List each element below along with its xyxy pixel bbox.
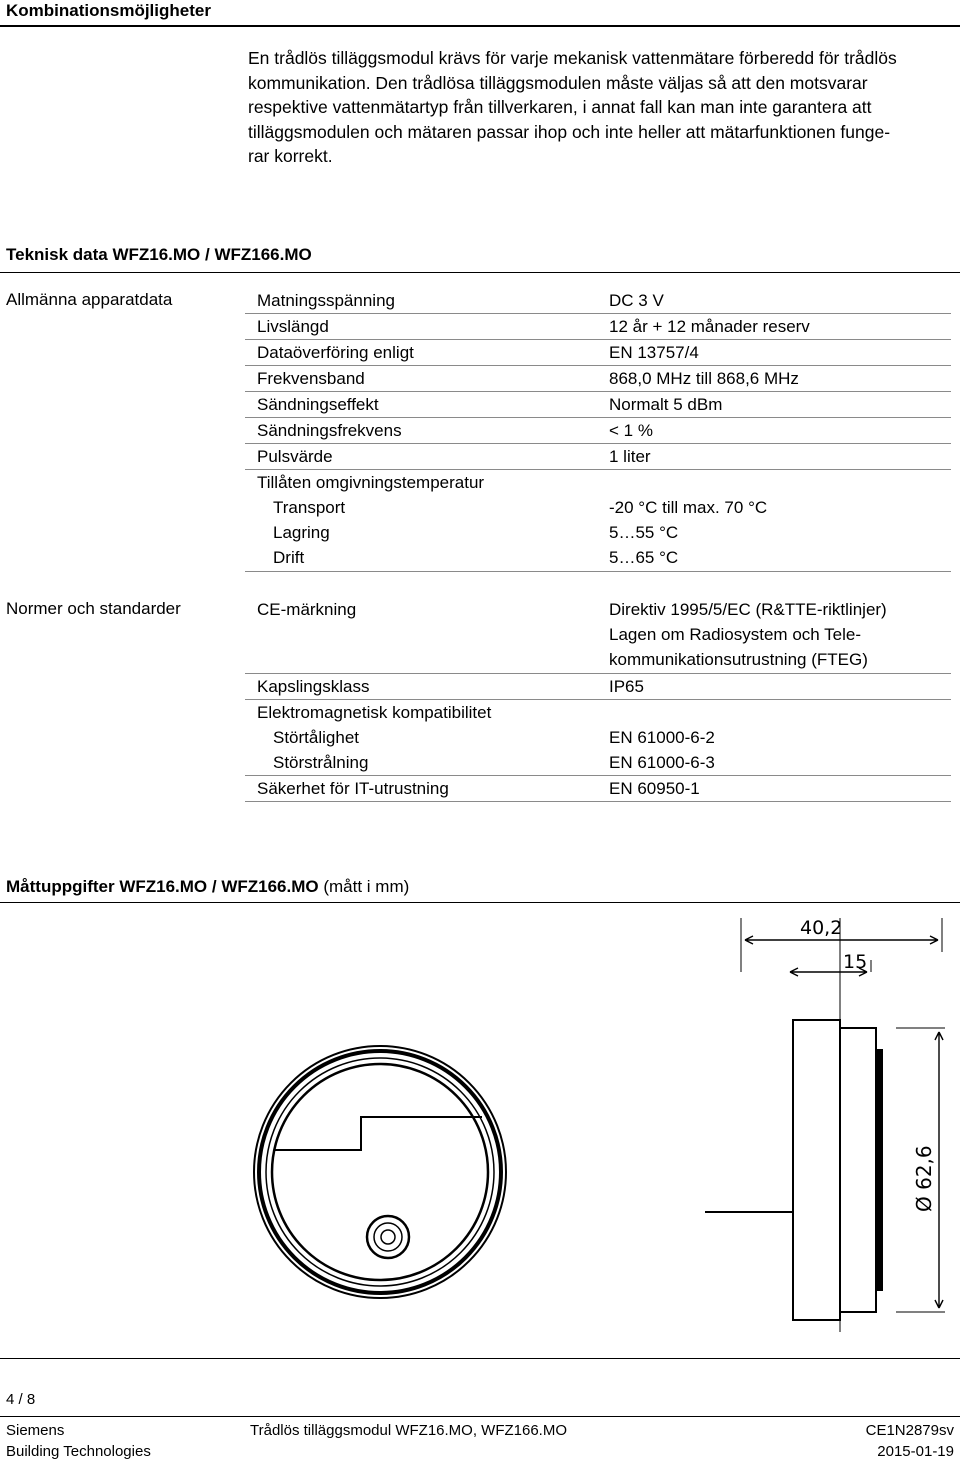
table-row <box>245 674 951 700</box>
param-name: Elektromagnetisk kompatibilitet <box>257 703 492 722</box>
param-name: Livslängd <box>257 317 329 336</box>
intro-paragraph <box>248 46 948 169</box>
header-divider <box>0 25 960 27</box>
dimensions-divider <box>0 902 960 903</box>
param-value: < 1 % <box>609 421 653 440</box>
param-subname: Drift <box>273 548 305 567</box>
connector-pin <box>381 1230 395 1244</box>
face-split-line <box>274 1117 482 1150</box>
dim-label-diameter: Ø 62,6 <box>912 1145 936 1212</box>
footer-divider <box>0 1416 960 1417</box>
param-value: Lagen om Radiosystem och Tele- <box>609 625 861 644</box>
param-value: EN 60950-1 <box>609 779 700 798</box>
param-value: 868,0 MHz till 868,6 MHz <box>609 369 799 388</box>
page-number: 4 / 8 <box>6 1391 36 1408</box>
table-row <box>245 288 951 314</box>
param-name: Kapslingsklass <box>257 677 370 696</box>
table-row <box>245 418 951 444</box>
param-value: 1 liter <box>609 447 651 466</box>
table-row-temperature <box>245 470 951 572</box>
table-row <box>245 366 951 392</box>
table-row <box>245 340 951 366</box>
param-value: EN 13757/4 <box>609 343 699 362</box>
param-value: 5…55 °C <box>609 523 679 542</box>
intro-line: tilläggsmodulen och mätaren passar ihop och inte heller att mätarfunktionen funge- <box>248 121 891 142</box>
param-value: kommunikationsutrustning (FTEG) <box>609 650 868 669</box>
param-name: Sändningseffekt <box>257 395 379 414</box>
dim-label-part: 15 <box>843 951 868 973</box>
table-row <box>245 314 951 340</box>
intro-line: rar korrekt. <box>248 146 333 166</box>
param-value: -20 °C till max. 70 °C <box>609 498 768 517</box>
footer-date: 2015-01-19 <box>877 1443 954 1460</box>
param-name: Säkerhet för IT-utrustning <box>257 779 449 798</box>
table-row <box>245 392 951 418</box>
group-label-standards: Normer och standarder <box>6 599 181 618</box>
section-title-combinations: Kombinationsmöjligheter <box>6 1 211 20</box>
param-subname: Störstrålning <box>273 753 369 772</box>
footer-doc-id: CE1N2879sv <box>865 1422 954 1439</box>
table-row <box>245 776 951 802</box>
dimensions-title-unit: (mått i mm) <box>318 877 410 896</box>
param-subname: Transport <box>273 498 346 517</box>
param-value: Direktiv 1995/5/EC (R&TTE-riktlinjer) <box>609 600 887 619</box>
group-label-general: Allmänna apparatdata <box>6 290 173 309</box>
param-value: EN 61000-6-2 <box>609 728 715 747</box>
param-name: Matningsspänning <box>257 291 395 310</box>
intro-line: En trådlös tilläggsmodul krävs för varje mekanisk vattenmätare förberedd för trådlös <box>248 48 897 68</box>
table-row-emc <box>245 700 951 776</box>
intro-line: respektive vattenmätartyp från tillverkaren, i annat fall kan man inte garantera att <box>248 97 872 117</box>
dimensions-title-bold: Måttuppgifter WFZ16.MO / WFZ166.MO <box>6 877 319 896</box>
ring <box>266 1058 494 1286</box>
diameter-line <box>935 1032 943 1308</box>
param-name: Sändningsfrekvens <box>257 421 402 440</box>
param-value: IP65 <box>609 677 644 696</box>
dimensions-title <box>6 877 409 897</box>
table-row <box>245 444 951 470</box>
param-value: 5…65 °C <box>609 548 679 567</box>
dimension-drawing <box>245 912 960 1332</box>
param-value: EN 61000-6-3 <box>609 753 715 772</box>
dim-label-total: 40,2 <box>800 917 843 939</box>
footer-top-divider <box>0 1358 960 1359</box>
param-subname: Lagring <box>273 523 330 542</box>
table-row-ce <box>245 597 951 674</box>
side-view-module <box>840 1028 876 1312</box>
side-view-housing <box>793 1020 840 1320</box>
param-name: CE-märkning <box>257 600 357 619</box>
footer-company: Siemens <box>6 1422 65 1439</box>
param-value: 12 år + 12 månader reserv <box>609 317 810 336</box>
param-name: Frekvensband <box>257 369 365 388</box>
param-subname: Störtålighet <box>273 728 359 747</box>
footer-division: Building Technologies <box>6 1443 151 1460</box>
intro-line: kommunikation. Den trådlösa tilläggsmodulen måste väljas så att den motsvarar <box>248 72 868 93</box>
tech-data-title: Teknisk data WFZ16.MO / WFZ166.MO <box>6 245 312 264</box>
param-name: Tillåten omgivningstemperatur <box>257 473 485 492</box>
connector-mid <box>374 1223 402 1251</box>
side-view-rim <box>876 1050 882 1290</box>
param-name: Dataöverföring enligt <box>257 343 414 362</box>
param-value: DC 3 V <box>609 291 664 310</box>
param-value: Normalt 5 dBm <box>609 395 723 414</box>
param-name: Pulsvärde <box>257 447 333 466</box>
tech-data-divider <box>0 272 960 273</box>
outer-ring <box>254 1046 506 1298</box>
footer-product: Trådlös tilläggsmodul WFZ16.MO, WFZ166.MO <box>250 1422 568 1439</box>
